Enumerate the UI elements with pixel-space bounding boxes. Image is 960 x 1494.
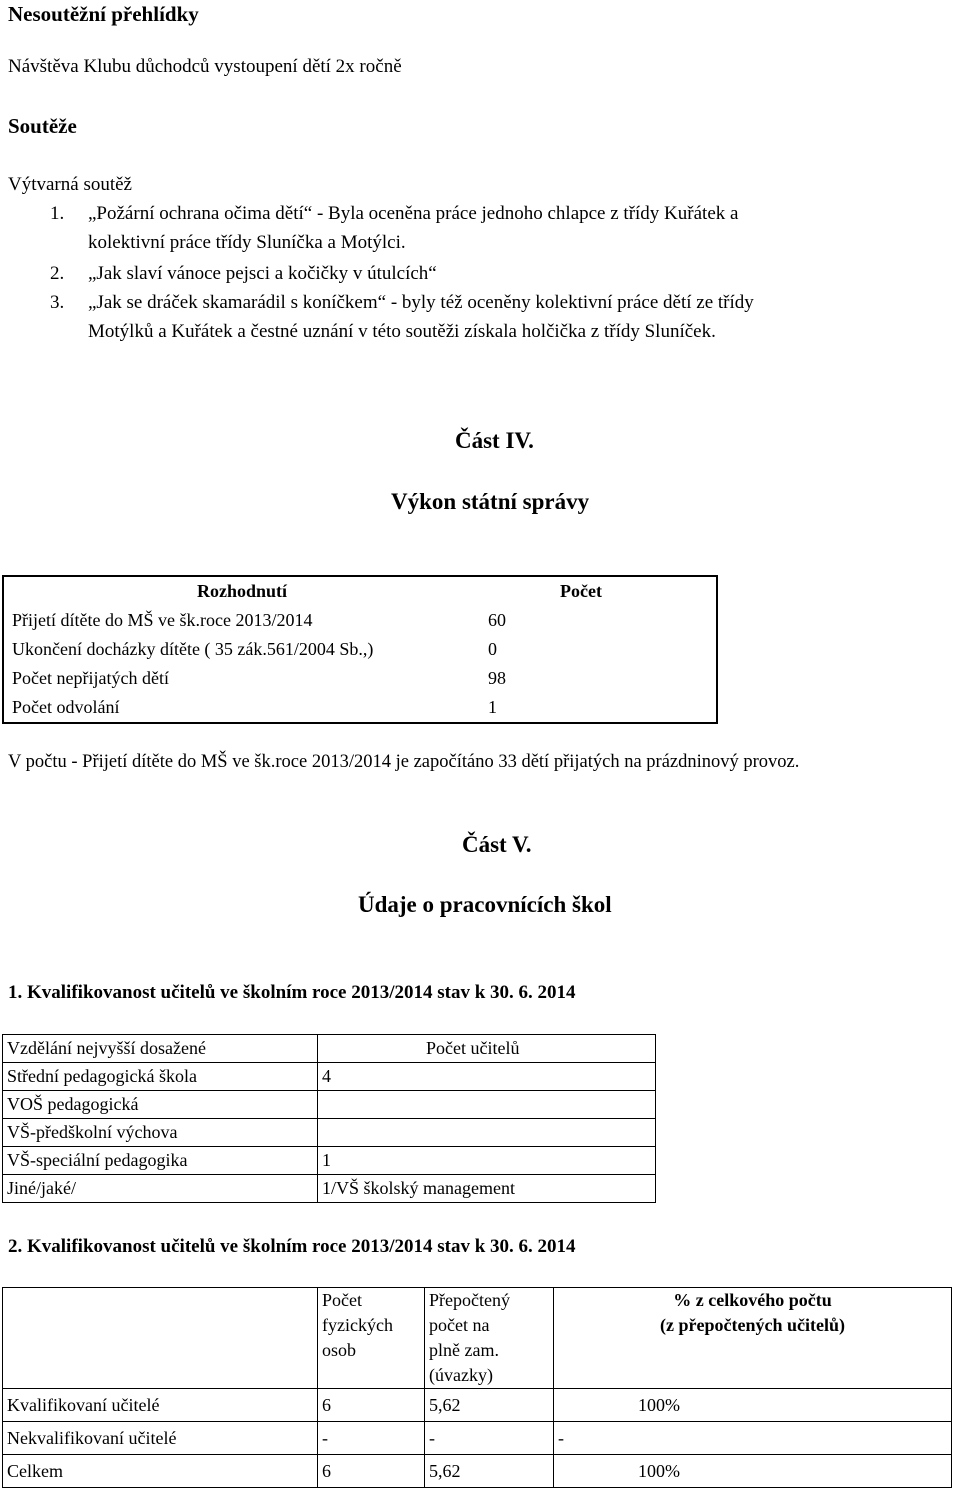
list-item-number: 3. (50, 292, 65, 313)
row-label: Jiné/jaké/ (3, 1175, 318, 1203)
heading-nesoutezni: Nesoutěžní přehlídky (8, 2, 199, 26)
header-line: (úvazky) (429, 1365, 493, 1385)
rozhodnuti-table (2, 575, 718, 724)
row-value (318, 1091, 656, 1119)
table-header-row (3, 1288, 952, 1389)
header-fyzickych-osob (318, 1288, 425, 1389)
row-label: Přijetí dítěte do MŠ ve šk.roce 2013/2014 (12, 610, 313, 630)
section-iv-title: Výkon státní správy (391, 489, 590, 514)
row-label: VŠ-předškolní výchova (3, 1119, 318, 1147)
list-item-line: kolektivní práce třídy Sluníčka a Motýlci. (88, 232, 406, 253)
header-vzdelani: Vzdělání nejvyšší dosažené (3, 1035, 318, 1063)
row-label: Střední pedagogická škola (3, 1063, 318, 1091)
header-line: (z přepočtených učitelů) (660, 1315, 845, 1335)
section-iv-part: Část IV. (455, 428, 534, 453)
row-proc: 100% (554, 1389, 952, 1422)
header-line: osob (322, 1340, 357, 1360)
vzdelani-table (2, 1034, 656, 1203)
row-prep: 5,62 (425, 1455, 554, 1488)
row-label: Počet nepřijatých dětí (12, 668, 169, 688)
table-row (3, 693, 717, 723)
table-row (3, 1422, 952, 1455)
list-item-line: „Požární ochrana očima dětí“ - Byla oceněna práce jednoho chlapce z třídy Kuřátek a (88, 203, 739, 224)
list-item-line: „Jak slaví vánoce pejsci a kočičky v útulcích“ (88, 263, 437, 284)
section-v-part: Část V. (462, 832, 532, 857)
table-row (3, 1175, 656, 1203)
row-value: 0 (488, 639, 497, 659)
row-fyz: - (318, 1422, 425, 1455)
row-value: 1 (318, 1147, 656, 1175)
subheading-1: 1. Kvalifikovanost učitelů ve školním roce 2013/2014 stav k 30. 6. 2014 (8, 982, 576, 1003)
table-row (3, 635, 717, 664)
header-line: plně zam. (429, 1340, 499, 1360)
table-header-row (3, 576, 717, 606)
row-label: Kvalifikovaní učitelé (3, 1389, 318, 1422)
table-row (3, 1147, 656, 1175)
table-row (3, 1063, 656, 1091)
header-line: počet na (429, 1315, 490, 1335)
text-vytvarna: Výtvarná soutěž (8, 174, 132, 195)
row-fyz: 6 (318, 1455, 425, 1488)
table-row (3, 1455, 952, 1488)
list-item-number: 1. (50, 203, 65, 224)
list-item-line: Motýlků a Kuřátek a čestné uznání v této soutěži získala holčička z třídy Sluníček. (88, 321, 716, 342)
text-navsteva: Návštěva Klubu důchodců vystoupení dětí 2x ročně (8, 56, 402, 77)
row-value: 60 (488, 610, 506, 630)
subheading-2: 2. Kvalifikovanost učitelů ve školním roce 2013/2014 stav k 30. 6. 2014 (8, 1236, 576, 1257)
row-label: VŠ-speciální pedagogika (3, 1147, 318, 1175)
row-prep: 5,62 (425, 1389, 554, 1422)
row-label: Celkem (3, 1455, 318, 1488)
row-value: 4 (318, 1063, 656, 1091)
header-pocet: Počet (560, 581, 602, 601)
row-value: 98 (488, 668, 506, 688)
header-prepocteny (425, 1288, 554, 1389)
row-value (318, 1119, 656, 1147)
header-line: Počet (322, 1290, 362, 1310)
table-row (3, 606, 717, 635)
note-text: V počtu - Přijetí dítěte do MŠ ve šk.roce 2013/2014 je započítáno 33 dětí přijatých na prázdninový provoz. (8, 752, 800, 772)
table-row (3, 664, 717, 693)
header-line: fyzických (322, 1315, 393, 1335)
header-pocet-ucitelu: Počet učitelů (318, 1035, 656, 1063)
header-procenta (554, 1288, 952, 1389)
row-proc: - (554, 1422, 952, 1455)
heading-souteze: Soutěže (8, 114, 77, 138)
row-value: 1/VŠ školský management (318, 1175, 656, 1203)
list-item-number: 2. (50, 263, 65, 284)
row-proc: 100% (554, 1455, 952, 1488)
table-row (3, 1119, 656, 1147)
row-label: Nekvalifikovaní učitelé (3, 1422, 318, 1455)
row-prep: - (425, 1422, 554, 1455)
kvalifikovanost-table (2, 1287, 952, 1488)
header-line: Přepočtený (429, 1290, 510, 1310)
table-row (3, 1091, 656, 1119)
header-line: % z celkového počtu (673, 1290, 832, 1310)
row-fyz: 6 (318, 1389, 425, 1422)
header-empty (3, 1288, 318, 1389)
row-value: 1 (488, 697, 497, 717)
row-label: VOŠ pedagogická (3, 1091, 318, 1119)
table-header-row (3, 1035, 656, 1063)
row-label: Počet odvolání (12, 697, 120, 717)
section-v-title: Údaje o pracovnících škol (358, 892, 612, 917)
header-rozhodnuti: Rozhodnutí (196, 581, 288, 601)
list-item-line: „Jak se dráček skamarádil s koníčkem“ - byly též oceněny kolektivní práce dětí ze třídy (88, 292, 754, 313)
table-row (3, 1389, 952, 1422)
row-label: Ukončení docházky dítěte ( 35 zák.561/2004 Sb.,) (12, 639, 374, 659)
